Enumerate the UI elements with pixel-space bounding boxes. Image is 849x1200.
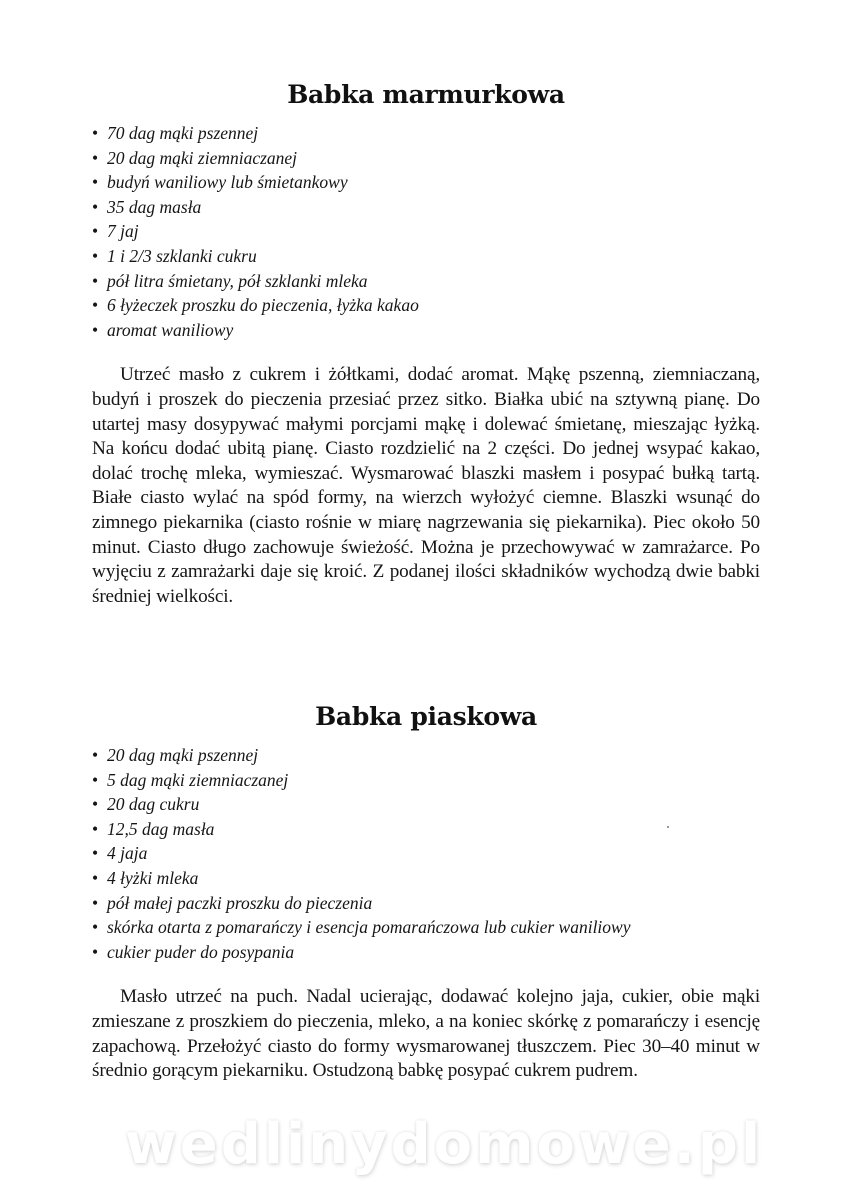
- ingredient-list: [92, 743, 760, 964]
- bullet-icon: •: [92, 147, 99, 168]
- ingredient-item: • 1 i 2/3 szklanki cukru: [92, 244, 760, 269]
- recipe-babka-piaskowa: [92, 702, 760, 1103]
- watermark: wedlinydomowe.pl: [125, 1112, 764, 1177]
- bullet-icon: •: [92, 941, 99, 962]
- bullet-icon: •: [92, 295, 99, 316]
- ingredient-item: • aromat waniliowy: [92, 318, 760, 343]
- bullet-icon: •: [92, 270, 99, 291]
- ingredient-item: • pół małej paczki proszku do pieczenia: [92, 891, 760, 916]
- recipe-babka-marmurkowa: [92, 80, 760, 628]
- recipe-title: Babka piaskowa: [315, 702, 537, 731]
- bullet-icon: •: [92, 818, 99, 839]
- bullet-icon: •: [92, 123, 99, 143]
- ingredient-item: • 20 dag mąki pszennej: [92, 743, 760, 768]
- bullet-icon: •: [92, 319, 99, 340]
- bullet-icon: •: [92, 221, 99, 242]
- ingredient-item: • 20 dag cukru: [92, 792, 760, 817]
- bullet-icon: •: [92, 769, 99, 790]
- ingredient-item: • skórka otarta z pomarańczy i esencja pomarańczowa lub cukier waniliowy: [92, 915, 760, 940]
- ingredient-list: [92, 121, 760, 342]
- recipe-title: Babka marmurkowa: [287, 80, 565, 109]
- ingredient-item: • 70 dag mąki pszennej: [92, 121, 760, 146]
- bullet-icon: •: [92, 245, 99, 266]
- ingredient-item: • 35 dag masła: [92, 195, 760, 220]
- bullet-icon: •: [92, 843, 99, 864]
- ingredient-item: • 6 łyżeczek proszku do pieczenia, łyżka kakao: [92, 293, 760, 318]
- bullet-icon: •: [92, 917, 99, 938]
- ingredient-item: • 20 dag mąki ziemniaczanej: [92, 146, 760, 171]
- ingredient-item: • cukier puder do posypania: [92, 940, 760, 965]
- scan-speck: [667, 826, 669, 828]
- bullet-icon: •: [92, 867, 99, 888]
- bullet-icon: •: [92, 172, 99, 193]
- ingredient-item: • 5 dag mąki ziemniaczanej: [92, 768, 760, 793]
- recipe-instructions: Masło utrzeć na puch. Nadal ucierając, dodawać kolejno jaja, cukier, obie mąki zmieszane z proszkiem do pieczenia, mleko, a na koniec skórkę z pomarańczy i esencję zapachową. Przełożyć ciasto do formy wysmarowanej tłuszczem. Piec 30–40 minut w średnio gorącym piekarniku. Ostudzoną babkę posypać cukrem pudrem.: [92, 986, 760, 1082]
- ingredient-item: • 12,5 dag masła: [92, 817, 760, 842]
- bullet-icon: •: [92, 196, 99, 217]
- bullet-icon: •: [92, 892, 99, 913]
- ingredient-item: • 7 jaj: [92, 219, 760, 244]
- bullet-icon: •: [92, 794, 99, 815]
- ingredient-item: • pół litra śmietany, pół szklanki mleka: [92, 269, 760, 294]
- ingredient-item: • 4 łyżki mleka: [92, 866, 760, 891]
- ingredient-item: • 4 jaja: [92, 841, 760, 866]
- recipe-instructions: Utrzeć masło z cukrem i żółtkami, dodać aromat. Mąkę pszenną, ziemniaczaną, budyń i proszek do pieczenia przesiać przez sitko. Białka ubić na sztywną pianę. Do utartej masy dosypywać małymi porcjami mąkę i dolewać śmietanę, mieszając łyżką. Na końcu dodać ubitą pianę. Ciasto rozdzielić na 2 części. Do jednej wsypać kakao, dolać trochę mleka, wymieszać. Wysmarować blaszki masłem i posypać bułką tartą. Białe ciasto wylać na spód formy, na wierzch wyłożyć ciemne. Blaszki wsunąć do zimnego piekarnika (ciasto rośnie w miarę nagrzewania się piekarnika). Piec około 50 minut. Ciasto długo zachowuje świeżość. Można je przechowywać w zamrażarce. Po wyjęciu z zamrażarki daje się kroić. Z podanej ilości składników wychodzą dwie babki średniej wielkości.: [92, 364, 760, 607]
- ingredient-item: • budyń waniliowy lub śmietankowy: [92, 170, 760, 195]
- bullet-icon: •: [92, 745, 99, 765]
